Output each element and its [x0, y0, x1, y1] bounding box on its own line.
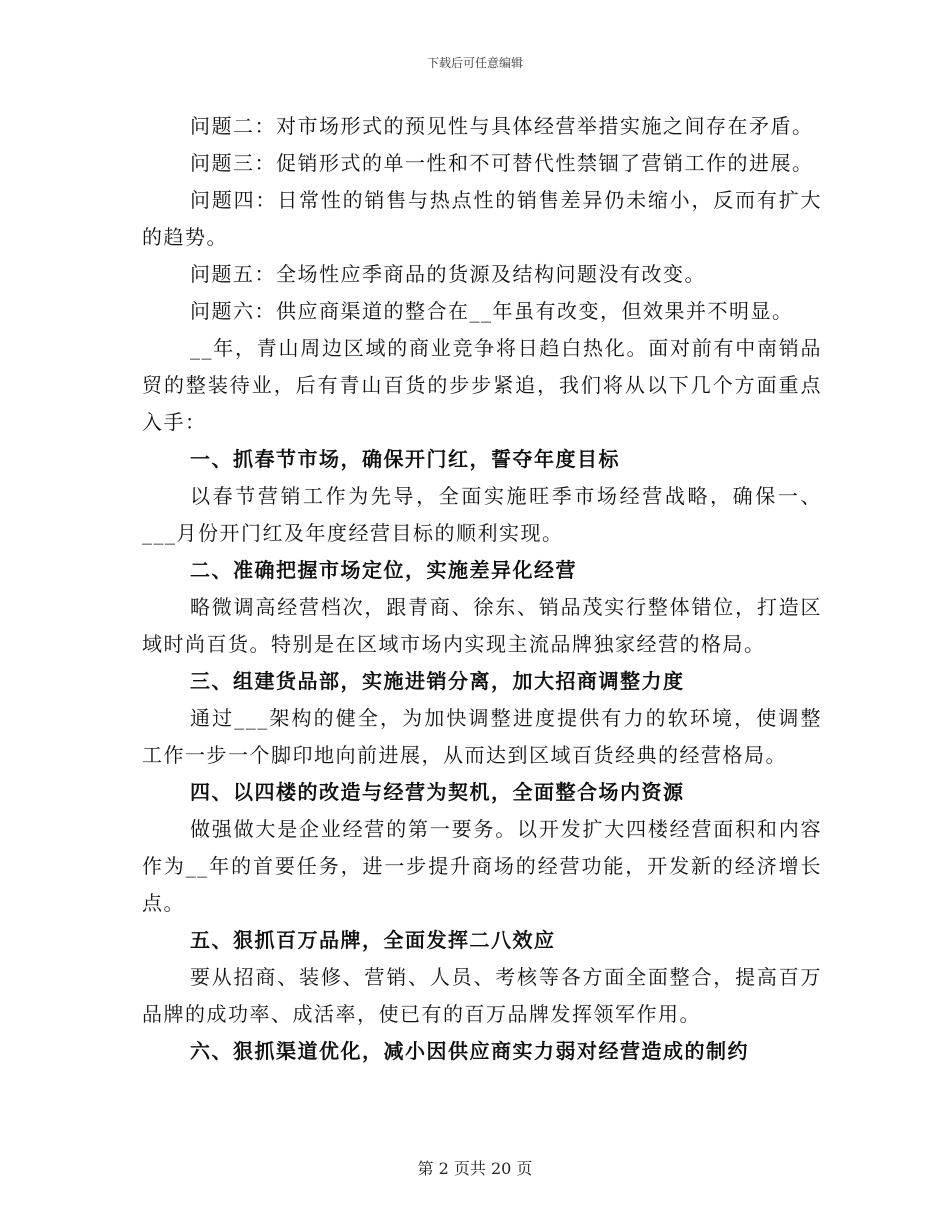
- paragraph-problem-2: 问题二：对市场形式的预见性与具体经营举措实施之间存在矛盾。: [190, 114, 814, 138]
- paragraph-problem-4: 问题四：日常性的销售与热点性的销售差异仍未缩小，反而有扩大的趋势。: [142, 188, 822, 249]
- page-footer: 第 2 页共 20 页: [417, 1159, 533, 1178]
- section-heading-5: 五、狠抓百万品牌，全面发挥二八效应: [190, 928, 556, 952]
- section-heading-3: 三、组建货品部，实施进销分离，加大招商调整力度: [190, 669, 685, 693]
- paragraph-problem-5: 问题五：全场性应季商品的货源及结构问题没有改变。: [190, 262, 706, 286]
- paragraph-section-1: 以春节营销工作为先导，全面实施旺季市场经营战略，确保一、___月份开门红及年度经营目标的顺利实现。: [142, 484, 822, 545]
- paragraph-intro: __年，青山周边区域的商业竞争将日趋白热化。面对前有中南销品贸的整装待业，后有青山百货的步步紧追，我们将从以下几个方面重点入手：: [142, 336, 822, 434]
- paragraph-section-5: 要从招商、装修、营销、人员、考核等各方面全面整合，提高百万品牌的成功率、成活率，使已有的百万品牌发挥领军作用。: [142, 965, 822, 1026]
- paragraph-section-4: 做强做大是企业经营的第一要务。以开发扩大四楼经营面积和内容作为__年的首要任务，进一步提升商场的经营功能，开发新的经济增长点。: [142, 817, 822, 915]
- section-heading-6: 六、狠抓渠道优化，减小因供应商实力弱对经营造成的制约: [190, 1039, 749, 1063]
- document-body: [142, 108, 822, 1070]
- paragraph-section-3: 通过___架构的健全，为加快调整进度提供有力的软环境，使调整工作一步一个脚印地向前进展，从而达到区域百货经典的经营格局。: [142, 706, 822, 767]
- section-heading-1: 一、抓春节市场，确保开门红，誓夺年度目标: [190, 447, 620, 471]
- page-header: 下载后可任意编辑: [426, 56, 523, 70]
- paragraph-problem-3: 问题三：促销形式的单一性和不可替代性禁锢了营销工作的进展。: [190, 151, 814, 175]
- section-heading-2: 二、准确把握市场定位，实施差异化经营: [190, 558, 577, 582]
- paragraph-section-2: 略微调高经营档次，跟青商、徐东、销品茂实行整体错位，打造区域时尚百货。特别是在区域市场内实现主流品牌独家经营的格局。: [142, 595, 822, 656]
- paragraph-problem-6: 问题六：供应商渠道的整合在__年虽有改变，但效果并不明显。: [190, 299, 794, 323]
- section-heading-4: 四、以四楼的改造与经营为契机，全面整合场内资源: [190, 780, 685, 804]
